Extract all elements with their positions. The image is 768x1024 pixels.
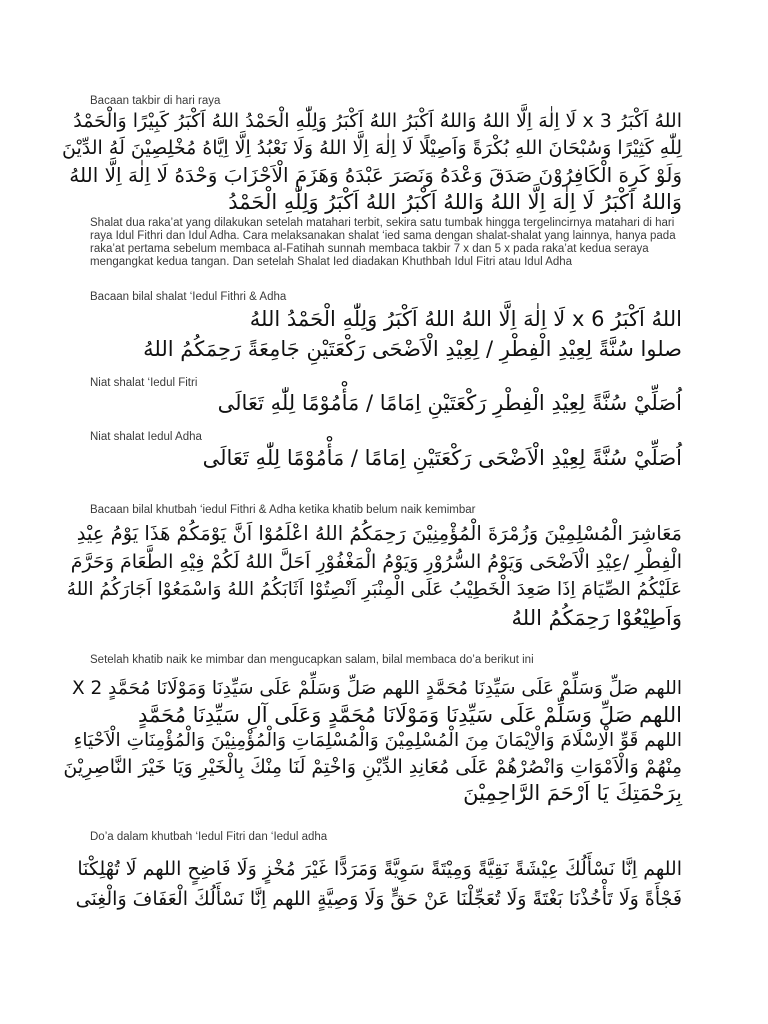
arabic-bilal-khutbah-block — [62, 520, 682, 632]
caption-doa-khutbah: Do’a dalam khutbah ‘Iedul Fitri dan ‘Iedul adha — [90, 831, 328, 843]
arabic-bilal-shalat-block — [122, 304, 682, 364]
arabic-line: مِنْهُمْ وَالْاَمْوَاتِ وَانْصُرْهُمْ عَلَى مُعَانِدِ الدِّيْنِ وَاخْتِمْ لَنَا مِنْكَ بِالْخَيْرِ وَيَا خَيْرَ النَّاصِرِيْنَ — [63, 756, 682, 778]
arabic-line: لِلّٰهِ كَثِيْرًا وَسُبْحَانَ اللهِ بُكْرَةً وَاَصِيْلًا لَا اِلٰهَ اِلَّا اللهُ وَلَا نَعْبُدُ اِلَّا اِيَّاهُ مُخْلِصِيْنَ لَهُ الدِّيْنَ — [62, 137, 682, 159]
arabic-line: اللهم صَلِّ وَسَلِّمْ عَلَى سَيِّدِنَا مُحَمَّدٍ اللهم صَلِّ وَسَلِّمْ عَلَى سَيِّدِنَا وَمَوْلَانَا مُحَمَّدٍ X 2 — [71, 678, 682, 699]
arabic-line: مَعَاشِرَ الْمُسْلِمِيْنَ وَزُمْرَةَ الْمُؤْمِنِيْنَ رَحِمَكُمُ اللهُ اعْلَمُوْا اَنَّ يَوْمَكُمْ هَذَا يَوْمُ عِيْدِ — [76, 522, 682, 545]
shalat-description: Shalat dua raka’at yang dilakukan setelah matahari terbit, sekira satu tumbak hingga tergelincirnya matahari di hari raya Idul Fithri dan Idul Adha. Cara melaksanakan shalat ‘ied sama dengan shalat-shalat yang lainnya, hanya pada raka’at pertama sebelum membaca al-Fatihah sunnah membaca takbir 7 x dan 5 x pada raka’at kedua seraya mengangkat kedua tangan. Dan setelah Shalat Ied diadakan Khuthbah Idul Fitri atau Idul Adha — [90, 217, 676, 268]
arabic-takbir-block — [62, 108, 682, 216]
arabic-line: اللهُ اَكْبَرُ 3 x لَا اِلٰهَ اِلَّا اللهُ وَاللهُ اَكْبَرُ اللهُ اَكْبَرُ وَلِلّٰهِ الْحَمْدُ اللهُ اَكْبَرُ كَبِيْرًا وَالْحَمْدُ — [73, 110, 682, 132]
arabic-line: اللهم قَوِّ الْاِسْلَامَ وَالْاِيْمَانَ مِنَ الْمُسْلِمِيْنَ وَالْمُسْلِمَاتِ وَالْمُؤْمِنِيْنَ وَالْمُؤْمِنَاتِ الْاَحْيَاءِ — [73, 730, 682, 751]
arabic-line: عَلَيْكُمُ الصِّيَامَ اِذَا صَعِدَ الْخَطِيْبُ عَلَى الْمِنْبَرِ اَنْصِتُوْا اَثَابَكُمُ اللهُ وَاسْمَعُوْا اَجَارَكُمُ اللهُ — [66, 579, 682, 600]
caption-niat-fitri: Niat shalat ‘Iedul Fitri — [90, 377, 198, 389]
arabic-line: الْفِطْرِ /عِيْدِ الْاَضْحَى وَيَوْمُ السُّرُوْرِ وَيَوْمُ الْمَغْفُوْرِ اَحَلَّ اللهُ لَكُمْ فِيْهِ الطَّعَامَ وَحَرَّمَ — [70, 551, 682, 573]
arabic-line: وَاَطِيْعُوْا رَحِمَكُمُ اللهُ — [511, 606, 682, 630]
arabic-line: فَجْأَةً وَلَا تَأْخُذْنَا بَغْتَةً وَلَا تُعَجِّلْنَا عَنْ حَقٍّ وَلَا وَصِيَّةٍ اللهم اِنَّا نَسْأَلُكَ الْعَفَافَ وَالْغِنَى — [75, 888, 682, 910]
arabic-line: اُصَلِّيْ سُنَّةً لِعِيْدِ الْاَضْحَى رَكْعَتَيْنِ اِمَامًا / مَأْمُوْمًا لِلّٰهِ تَعَالَى — [202, 446, 682, 470]
arabic-line: اللهُ اَكْبَرُ 6 x لَا اِلٰهَ اِلَّا اللهُ اللهُ اَكْبَرُ وَلِلّٰهِ الْحَمْدُ اللهُ — [249, 307, 682, 331]
arabic-line: صلوا سُنَّةً لِعِيْدِ الْفِطْرِ / لِعِيْدِ الْاَضْحَى رَكْعَتَيْنِ جَامِعَةً رَحِمَكُمُ اللهُ — [143, 337, 682, 361]
caption-bilal-shalat: Bacaan bilal shalat ‘Iedul Fithri & Adha — [90, 291, 287, 303]
arabic-line: وَلَوْ كَرِهَ الْكَافِرُوْنَ صَدَقَ وَعْدَهُ وَنَصَرَ عَبْدَهُ وَهَزَمَ الْاَحْزَابَ وَحْدَهُ لَا اِلٰهَ اِلَّا اللهُ — [69, 163, 682, 187]
arabic-line: بِرَحْمَتِكَ يَا اَرْحَمَ الرَّاحِمِيْنَ — [463, 781, 682, 805]
arabic-line: اللهم اِنَّا نَسْأَلُكَ عِيْشَةً نَقِيَّةً وَمِيْتَةً سَوِيَّةً وَمَرَدًّا غَيْرَ مُخْزٍ وَلَا فَاضِحٍ اللهم لَا تُهْلِكْنَا — [77, 858, 682, 880]
arabic-line: اُصَلِّيْ سُنَّةً لِعِيْدِ الْفِطْرِ رَكْعَتَيْنِ اِمَامًا / مَأْمُوْمًا لِلّٰهِ تَعَالَى — [217, 391, 682, 415]
arabic-niat-adha-block — [122, 443, 682, 473]
caption-bilal-khutbah: Bacaan bilal khutbah ‘iedul Fithri & Adha ketika khatib belum naik kemimbar — [90, 504, 476, 516]
arabic-line: وَاللهُ اَكْبَرُ لَا اِلٰهَ اِلَّا اللهُ وَاللهُ اَكْبَرُ اللهُ اَكْبَرُ وَلِلّٰهِ الْحَمْدُ — [228, 190, 682, 214]
arabic-doa-khutbah-block — [62, 854, 682, 914]
arabic-niat-fitri-block — [122, 388, 682, 418]
caption-takbir: Bacaan takbir di hari raya — [90, 95, 221, 107]
arabic-doa-bilal-block — [62, 676, 682, 806]
arabic-line: اللهم صَلِّ وَسَلِّمْ عَلَى سَيِّدِنَا وَمَوْلَانَا مُحَمَّدٍ وَعَلَى آلِ سَيِّدِنَا مُحَمَّدٍ — [138, 703, 682, 727]
caption-niat-adha: Niat shalat Iedul Adha — [90, 431, 202, 443]
caption-doa-bilal: Setelah khatib naik ke mimbar dan mengucapkan salam, bilal membaca do’a berikut ini — [90, 654, 534, 666]
